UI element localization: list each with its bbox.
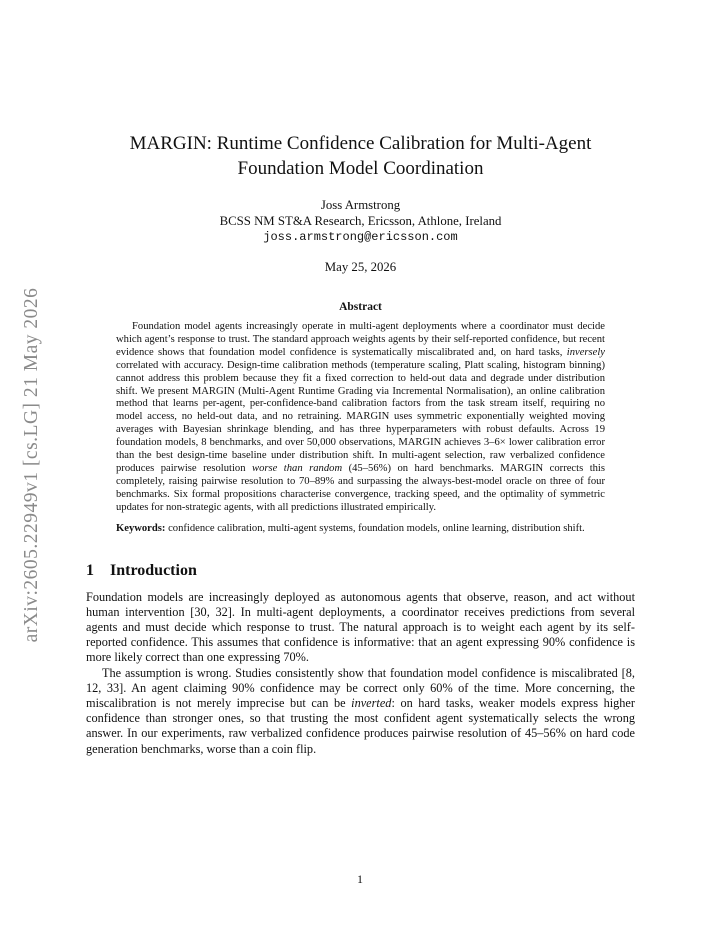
abstract-text (116, 321, 605, 515)
abstract-emphasis-inversely: inversely (566, 346, 605, 358)
arxiv-identifier: arXiv:2605.22949v1 [cs.LG] 21 May 2026 (21, 287, 42, 643)
title-line-1: MARGIN: Runtime Confidence Calibration for Multi-Agent (129, 133, 592, 154)
introduction-body (86, 590, 635, 757)
abstract-heading: Abstract (339, 301, 382, 313)
abstract-text-part-1: Foundation model agents increasingly operate in multi-agent deployments where a coordinator must decide which agent’s response to trust. The standard approach weights agents by their self-reported confidence, but recent evidence shows that foundation model confidence is systematically miscalibrated and, on hard tasks, (116, 321, 605, 358)
section-number: 1 (86, 561, 94, 579)
abstract-emphasis-worse-than-random: worse than random (252, 462, 343, 474)
author-name: Joss Armstrong (320, 198, 401, 212)
section-title: Introduction (110, 561, 197, 579)
abstract-section (116, 301, 605, 536)
intro-paragraph-2-part-1: The assumption is wrong. Studies consistently show that foundation model confidence is miscalibrated [8, 12, 33]. An agent claiming 90% confidence may be correct only 60% of the time. More concerning, the miscalibration is not merely imprecise but can be (86, 665, 635, 710)
paper-page (86, 0, 635, 757)
title-line-2: Foundation Model Coordination (237, 158, 484, 179)
section-heading-introduction (86, 562, 635, 580)
intro-paragraph-1: Foundation models are increasingly deployed as autonomous agents that observe, reason, and act without human intervention [30, 32]. In multi-agent deployments, a coordinator receives predictions from several agents and must decide which response to trust. The natural approach is to weight each agent by its self-reported confidence. This assumes that confidence is informative: that an agent expressing 90% confidence is more likely correct than one expressing 70%. (86, 589, 635, 665)
keywords-label: Keywords: (116, 522, 166, 534)
author-email: joss.armstrong@ericsson.com (263, 230, 458, 244)
abstract-text-part-2: correlated with accuracy. Design-time calibration methods (temperature scaling, Platt scaling, histogram binning) cannot address this problem because they fit a fixed correction to held-out data and degrade under distribution shift. We present MARGIN (Multi-Agent Runtime Grading via Incremental Normalisation), an online calibration method that learns per-agent, per-confidence-band calibration factors from the task stream itself, requiring no model access, no held-out data, and no retraining. MARGIN uses symmetric exponentially weighted moving averages with Bayesian shrinkage blending, and has three hyperparameters with robust defaults. Across 19 foundation models, 8 benchmarks, and over 50,000 observations, MARGIN achieves 3–6× lower calibration error than the best design-time baseline under distribution shift. In multi-agent selection, raw verbalized confidence produces pairwise resolution (116, 359, 605, 474)
page-number: 1 (357, 872, 363, 886)
paper-title (86, 131, 635, 181)
author-block (86, 197, 635, 245)
author-affiliation: BCSS NM ST&A Research, Ericsson, Athlone, Ireland (219, 214, 502, 228)
arxiv-sidebar (10, 255, 54, 675)
intro-paragraph-2-part-2: : on hard tasks, weaker models express higher confidence than stronger ones, so that trusting the most confident agent systematically selects the wrong answer. In our experiments, raw verbalized confidence produces pairwise resolution of 45–56% on hard code generation benchmarks, worse than a coin flip. (86, 695, 635, 756)
abstract-text-part-3: (45–56%) on hard benchmarks. MARGIN corrects this completely, raising pairwise resolution to 70–89% and surpassing the always-best-model oracle on three of four benchmarks. Six formal propositions characterise convergence, tracking speed, and the optimality of symmetric updates for non-strategic agents, with all predictions illustrated empirically. (116, 462, 606, 513)
keywords-text: confidence calibration, multi-agent systems, foundation models, online learning, distribution shift. (165, 522, 585, 534)
intro-emphasis-inverted: inverted (351, 695, 392, 710)
intro-paragraph-2 (86, 666, 635, 757)
paper-date: May 25, 2026 (324, 260, 397, 274)
keywords (116, 523, 605, 536)
